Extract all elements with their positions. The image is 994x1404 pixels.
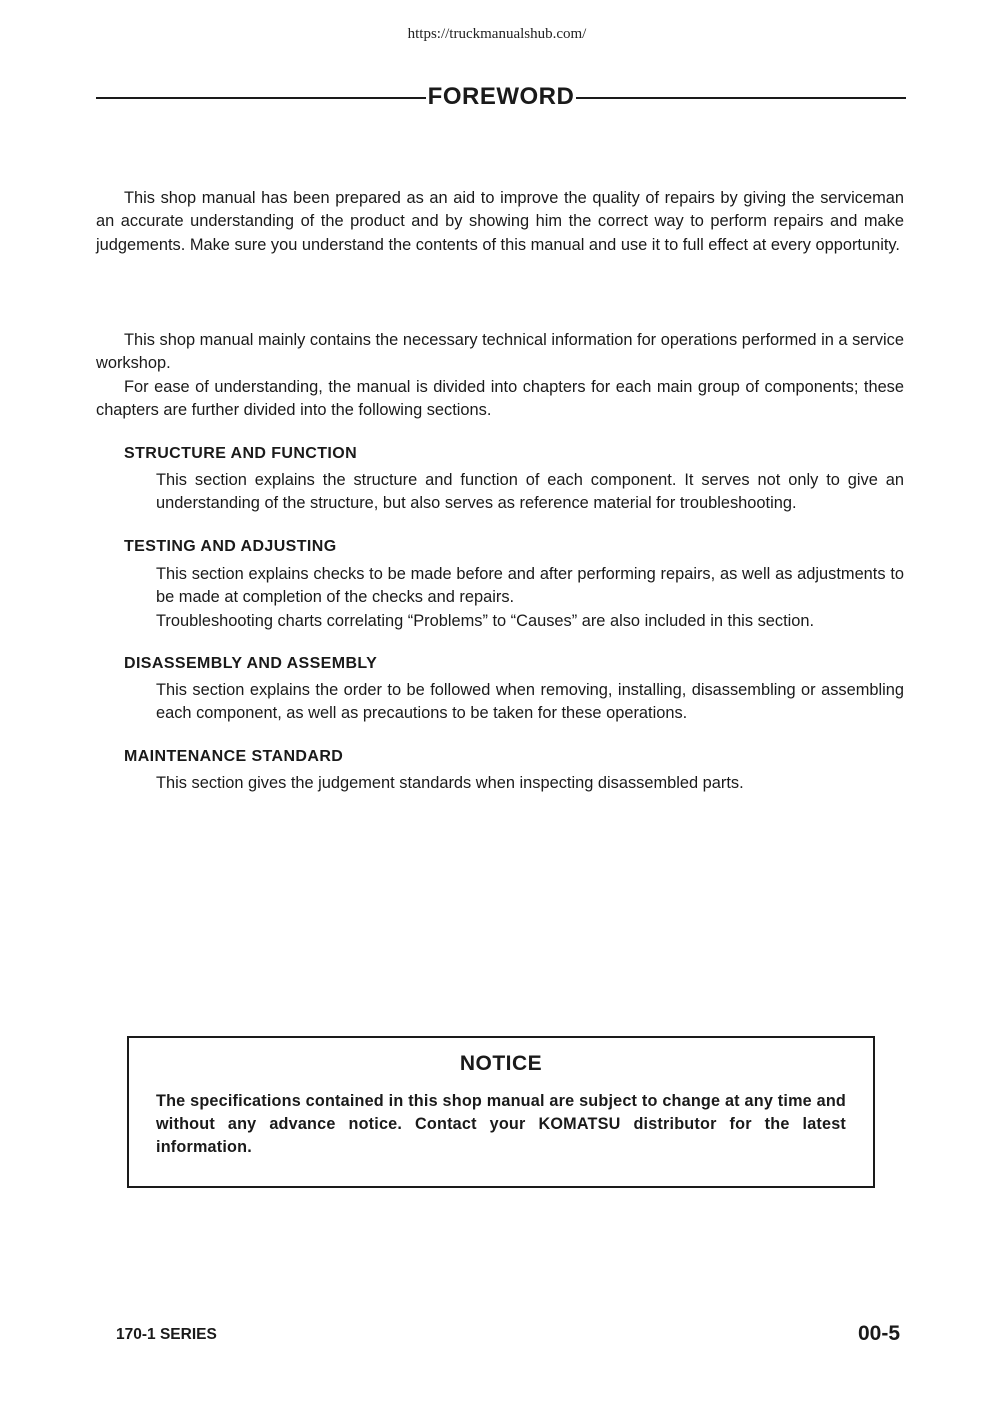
notice-box	[127, 1036, 875, 1188]
section-text: This section gives the judgement standards when inspecting disassembled parts.	[156, 774, 744, 792]
section-desc-disassembly	[156, 679, 904, 726]
section-heading-structure: STRUCTURE AND FUNCTION	[124, 445, 358, 462]
section-text: Troubleshooting charts correlating “Problems” to “Causes” are also included in this section.	[156, 611, 815, 630]
intro-block-2	[96, 329, 904, 422]
footer-series: 170-1 SERIES	[116, 1326, 217, 1343]
source-url[interactable]: https://truckmanualshub.com/	[407, 26, 587, 42]
title-rule-right	[576, 97, 906, 99]
page-title: FOREWORD	[427, 83, 575, 110]
section-desc-structure	[156, 469, 904, 516]
section-heading-disassembly: DISASSEMBLY AND ASSEMBLY	[124, 655, 378, 672]
title-rule-left	[96, 97, 426, 99]
intro-paragraph-3: For ease of understanding, the manual is divided into chapters for each main group of components; these chapters are further divided into the following sections.	[96, 377, 904, 419]
section-text: This section explains the structure and function of each component. It serves not only to give an understanding of the structure, but also serves as reference material for troubleshooting.	[156, 471, 904, 513]
section-desc-maintenance	[156, 772, 904, 795]
intro-paragraph-2: This shop manual mainly contains the necessary technical information for operations performed in a service workshop.	[96, 331, 904, 373]
page-number: 00-5	[857, 1322, 900, 1345]
section-heading-testing: TESTING AND ADJUSTING	[124, 538, 337, 555]
section-desc-testing	[156, 563, 904, 633]
section-text: This section explains checks to be made before and after performing repairs, as well as adjustments to be made at completion of the checks and repairs.	[156, 565, 904, 607]
intro-paragraph-1: This shop manual has been prepared as an aid to improve the quality of repairs by giving the serviceman an accurate understanding of the product and by showing him the correct way to perform repairs and make judgements. Make sure you understand the contents of this manual and use it to full effect at every opportunity.	[96, 189, 904, 254]
notice-title: NOTICE	[459, 1052, 543, 1075]
notice-text: The specifications contained in this shop manual are subject to change at any time and without any advance notice. Contact your KOMATSU distributor for the latest information.	[156, 1092, 846, 1156]
page-title-row	[96, 82, 906, 112]
section-heading-maintenance: MAINTENANCE STANDARD	[124, 748, 344, 765]
intro-block-1	[96, 187, 904, 257]
section-text: This section explains the order to be followed when removing, installing, disassembling or assembling each component, as well as precautions to be taken for these operations.	[156, 681, 904, 723]
